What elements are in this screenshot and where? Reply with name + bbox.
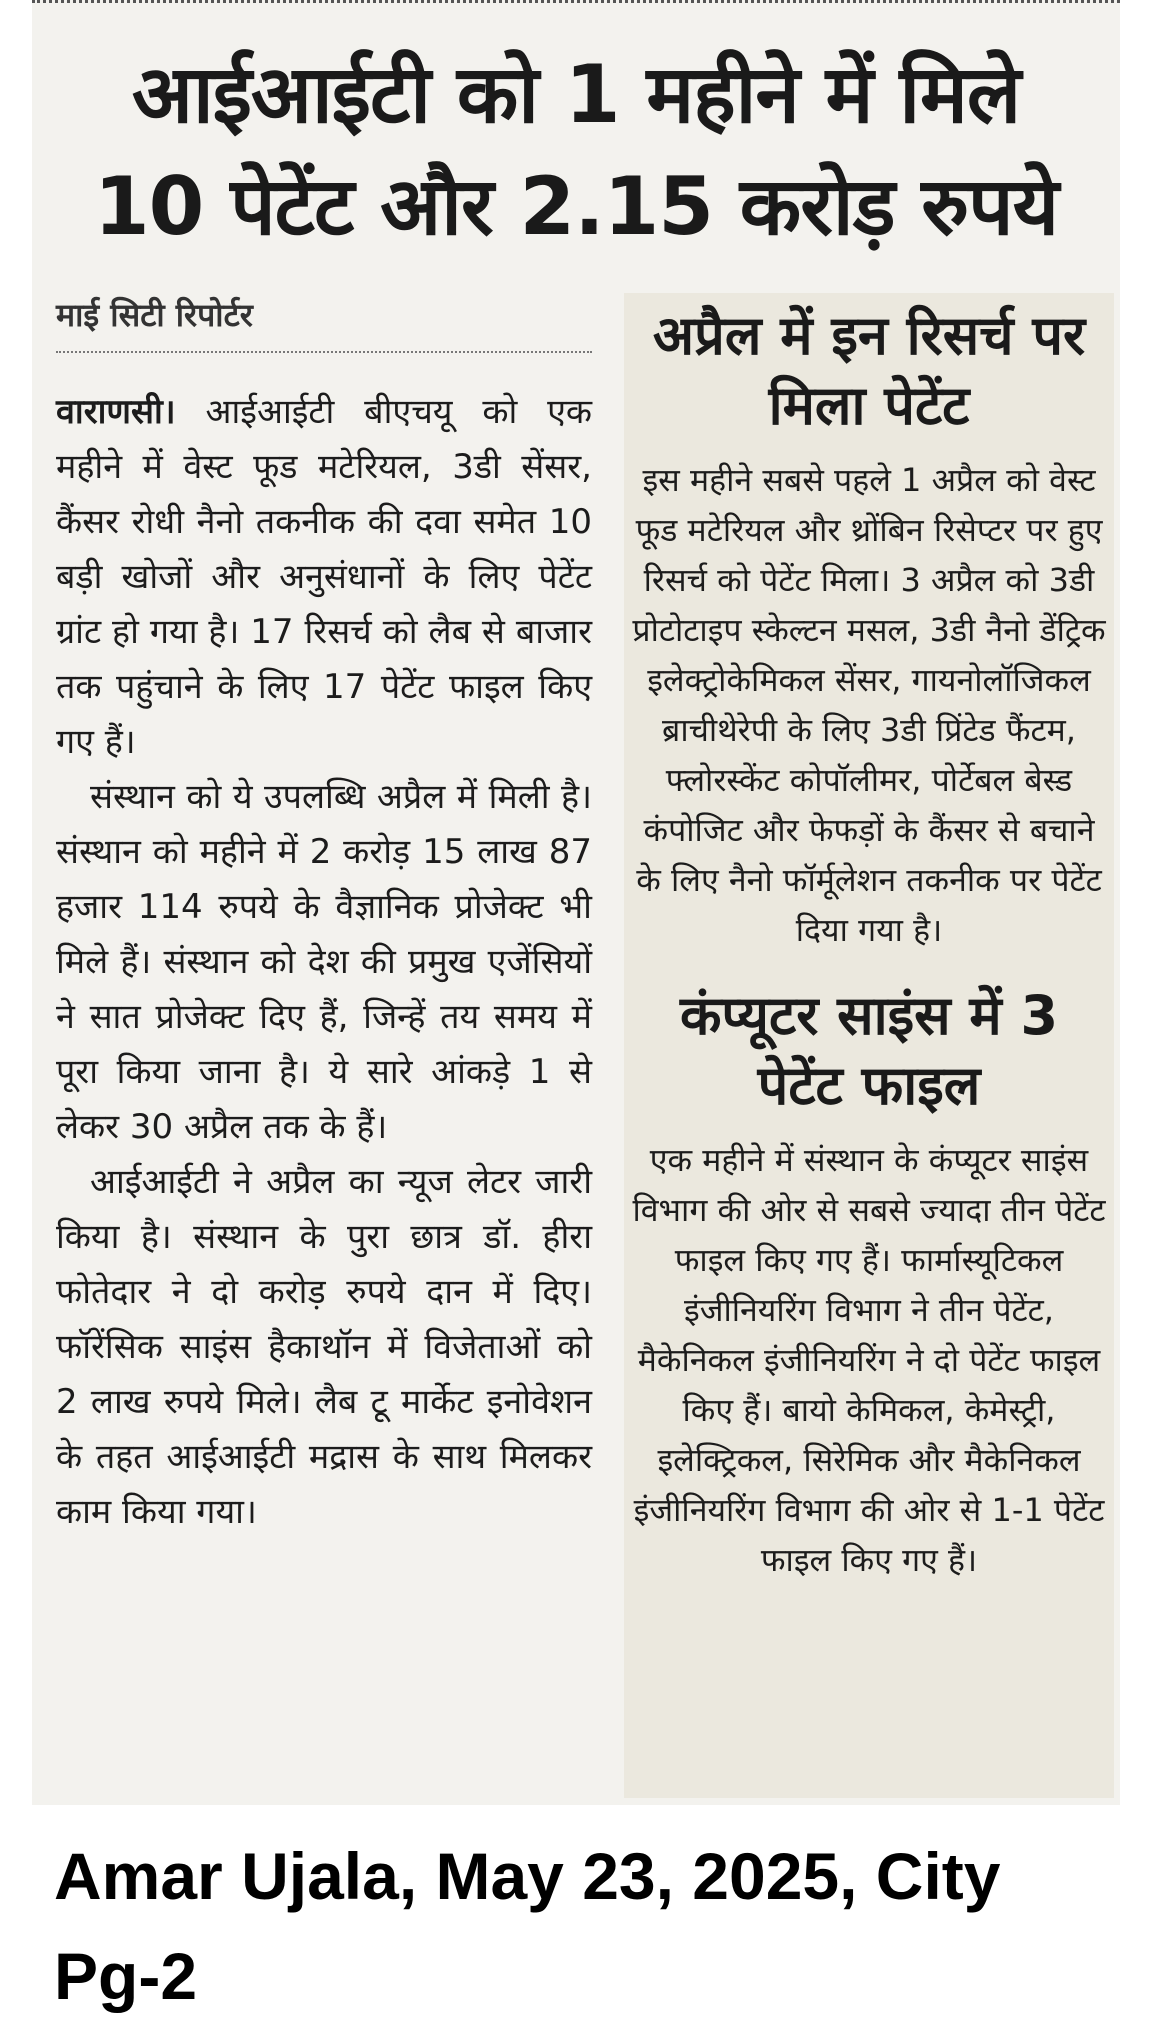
byline: माई सिटी रिपोर्टर [56, 293, 592, 353]
sidebar-box [624, 293, 1114, 1798]
article-paragraph-3: आईआईटी ने अप्रैल का न्यूज लेटर जारी किया है। संस्थान के पुरा छात्र डॉ. हीरा फोतेदार ने दो करोड़ रुपये दान में दिए। फॉरेंसिक साइंस हैकाथॉन में विजेताओं को 2 लाख रुपये मिले। लैब टू मार्केट इनोवेशन के तहत आईआईटी मद्रास के साथ मिलकर काम किया गया। [56, 1162, 592, 1532]
sidebar-text-2: एक महीने में संस्थान के कंप्यूटर साइंस विभाग की ओर से सबसे ज्यादा तीन पेटेंट फाइल किए गए हैं। फार्मास्यूटिकल इंजीनियरिंग विभाग ने तीन पेटेंट, मैकेनिकल इंजीनियरिंग ने दो पेटेंट फाइल किए हैं। बायो केमिकल, केमेस्ट्री, इलेक्ट्रिकल, सिरेमिक और मैकेनिकल इंजीनियरिंग विभाग की ओर से 1-1 पेटेंट फाइल किए गए हैं। [632, 1141, 1106, 1579]
headline-line-1: आईआईटी को 1 महीने में मिले [131, 48, 1021, 141]
article-paragraph-2: संस्थान को ये उपलब्धि अप्रैल में मिली है। संस्थान को महीने में 2 करोड़ 15 लाख 87 हजार 114 रुपये के वैज्ञानिक प्रोजेक्ट भी मिले हैं। संस्थान को देश की प्रमुख एजेंसियों ने सात प्रोजेक्ट दिए हैं, जिन्हें तय समय में पूरा किया जाना है। ये सारे आंकड़े 1 से लेकर 30 अप्रैल तक के हैं। [56, 777, 592, 1147]
headline [32, 39, 1120, 263]
article-paragraph-1 [56, 385, 592, 770]
paragraph-1-text: आईआईटी बीएचयू को एक महीने में वेस्ट फूड मटेरियल, 3डी सेंसर, कैंसर रोधी नैनो तकनीक की दवा समेत 10 बड़ी खोजों और अनुसंधानों के लिए पेटेंट ग्रांट हो गया है। 17 रिसर्च को लैब से बाजार तक पहुंचाने के लिए 17 पेटेंट फाइल किए गए हैं। [56, 392, 592, 762]
main-article [56, 293, 592, 1540]
headline-line-2: 10 पेटेंट और 2.15 करोड़ रुपये [94, 160, 1058, 253]
source-caption: Amar Ujala, May 23, 2025, City Pg-2 [54, 1839, 1001, 2013]
sidebar-heading-1: अप्रैल में इन रिसर्च पर मिला पेटेंट [652, 304, 1086, 437]
sidebar-text-1: इस महीने सबसे पहले 1 अप्रैल को वेस्ट फूड मटेरियल और थ्रोंबिन रिसेप्टर पर हुए रिसर्च को पेटेंट मिला। 3 अप्रैल को 3डी प्रोटोटाइप स्केल्टन मसल, 3डी नैनो डेंट्रिक इलेक्ट्रोकेमिकल सेंसर, गायनोलॉजिकल ब्राचीथेरेपी के लिए 3डी प्रिंटेड फैंटम, फ्लोरस्केंट कोपॉलीमर, पोर्टेबल बेस्ड कंपोजिट और फेफड़ों के कैंसर से बचाने के लिए नैनो फॉर्मूलेशन तकनीक पर पेटेंट दिया गया है। [632, 461, 1106, 949]
sidebar-heading-2: कंप्यूटर साइंस में 3 पेटेंट फाइल [679, 984, 1059, 1117]
dateline: वाराणसी। [56, 392, 176, 432]
newspaper-clipping [32, 0, 1120, 1805]
